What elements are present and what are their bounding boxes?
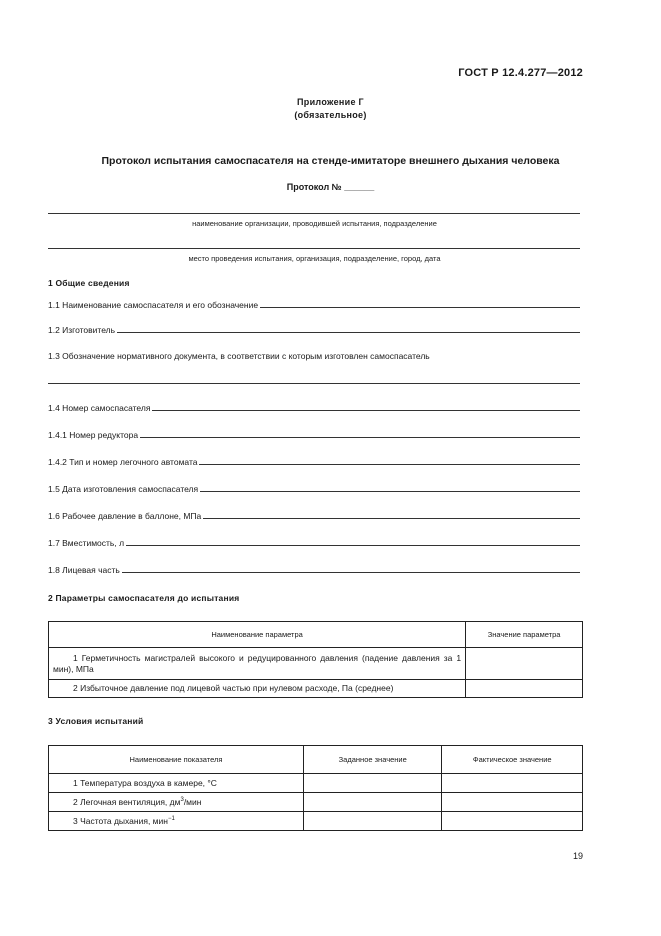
protocol-number: Протокол № ______ [286,182,375,192]
org-caption: наименование организации, проводившей испытания, подразделение [192,219,437,228]
indicator-name [49,793,304,812]
actual-value-cell[interactable] [442,812,583,831]
column-header: Значение параметра [466,622,583,648]
field-blank[interactable] [122,572,580,573]
table-row [49,648,583,680]
field-blank[interactable] [140,437,580,438]
field-blank[interactable] [203,518,580,519]
field-blank[interactable] [117,332,580,333]
table-row [49,793,583,812]
field-1-1 [48,298,580,310]
section-3-heading: 3 Условия испытаний [48,716,144,726]
field-blank[interactable] [126,545,580,546]
parameter-value-cell[interactable] [466,680,583,698]
field-1-4 [48,401,580,413]
set-value-cell[interactable] [304,812,442,831]
section-1-heading: 1 Общие сведения [48,278,130,288]
table-row [49,774,583,793]
field-label: 1.5 Дата изготовления самоспасателя [48,484,199,494]
field-1-7 [48,536,580,548]
field-blank[interactable] [199,464,580,465]
set-value-cell[interactable] [304,793,442,812]
actual-value-cell[interactable] [442,793,583,812]
field-label: 1.4.1 Номер редуктора [48,430,139,440]
field-1-3-blank[interactable] [48,383,580,384]
indicator-text: 2 Легочная вентиляция, дм [73,796,181,807]
field-label: 1.4 Номер самоспасателя [48,403,151,413]
place-blank-line[interactable] [48,248,580,249]
indicator-text: 1 Температура воздуха в камере, °С [73,777,217,788]
appendix-heading [0,96,661,122]
appendix-title: Приложение Г [297,97,364,107]
field-1-5 [48,482,580,494]
table-row [49,680,583,698]
parameter-name [49,648,466,680]
field-label: 1.1 Наименование самоспасателя и его обозначение [48,300,259,310]
parameter-value-cell[interactable] [466,648,583,680]
field-label: 1.2 Изготовитель [48,325,116,335]
field-label: 1.4.2 Тип и номер легочного автомата [48,457,198,467]
field-1-4-2 [48,455,580,467]
standard-reference: ГОСТ Р 12.4.277—2012 [458,67,583,79]
column-header: Наименование показателя [49,746,304,774]
field-blank[interactable] [152,410,580,411]
field-1-6 [48,509,580,521]
place-caption: место проведения испытания, организация, подразделение, город, дата [188,254,441,263]
field-1-2 [48,323,580,335]
field-label: 1.8 Лицевая часть [48,565,120,575]
document-title: Протокол испытания самоспасателя на стенде-имитаторе внешнего дыхания человека [101,155,560,167]
appendix-note: (обязательное) [294,110,367,120]
field-1-3-label: 1.3 Обозначение нормативного документа, в соответствии с которым изготовлен самоспасатель [48,351,430,361]
set-value-cell[interactable] [304,774,442,793]
unit-tail: /мин [183,796,202,807]
column-header: Фактическое значение [442,746,583,774]
indicator-name [49,812,304,831]
field-label: 1.7 Вместимость, л [48,538,125,548]
org-blank-line[interactable] [48,213,580,214]
column-header: Наименование параметра [49,622,466,648]
page-number: 19 [572,851,583,861]
parameter-text: 1 Герметичность магистралей высокого и редуцированного давления (падение давления за 1 мин), МПа [53,652,462,674]
field-1-4-1 [48,428,580,440]
table-header-row [49,622,583,648]
conditions-table [48,745,583,831]
parameter-text: 2 Избыточное давление под лицевой частью при нулевом расходе, Па (среднее) [73,683,394,693]
section-2-heading: 2 Параметры самоспасателя до испытания [48,593,240,603]
parameter-name [49,680,466,698]
parameters-table [48,621,583,698]
column-header: Заданное значение [304,746,442,774]
field-1-8 [48,563,580,575]
indicator-name [49,774,304,793]
field-label: 1.6 Рабочее давление в баллоне, МПа [48,511,202,521]
unit-superscript: 3 [180,796,184,803]
table-row [49,812,583,831]
indicator-text: 3 Частота дыхания, мин [73,815,168,826]
actual-value-cell[interactable] [442,774,583,793]
field-blank[interactable] [260,307,580,308]
table-header-row [49,746,583,774]
field-blank[interactable] [200,491,580,492]
unit-superscript: −1 [167,815,175,822]
